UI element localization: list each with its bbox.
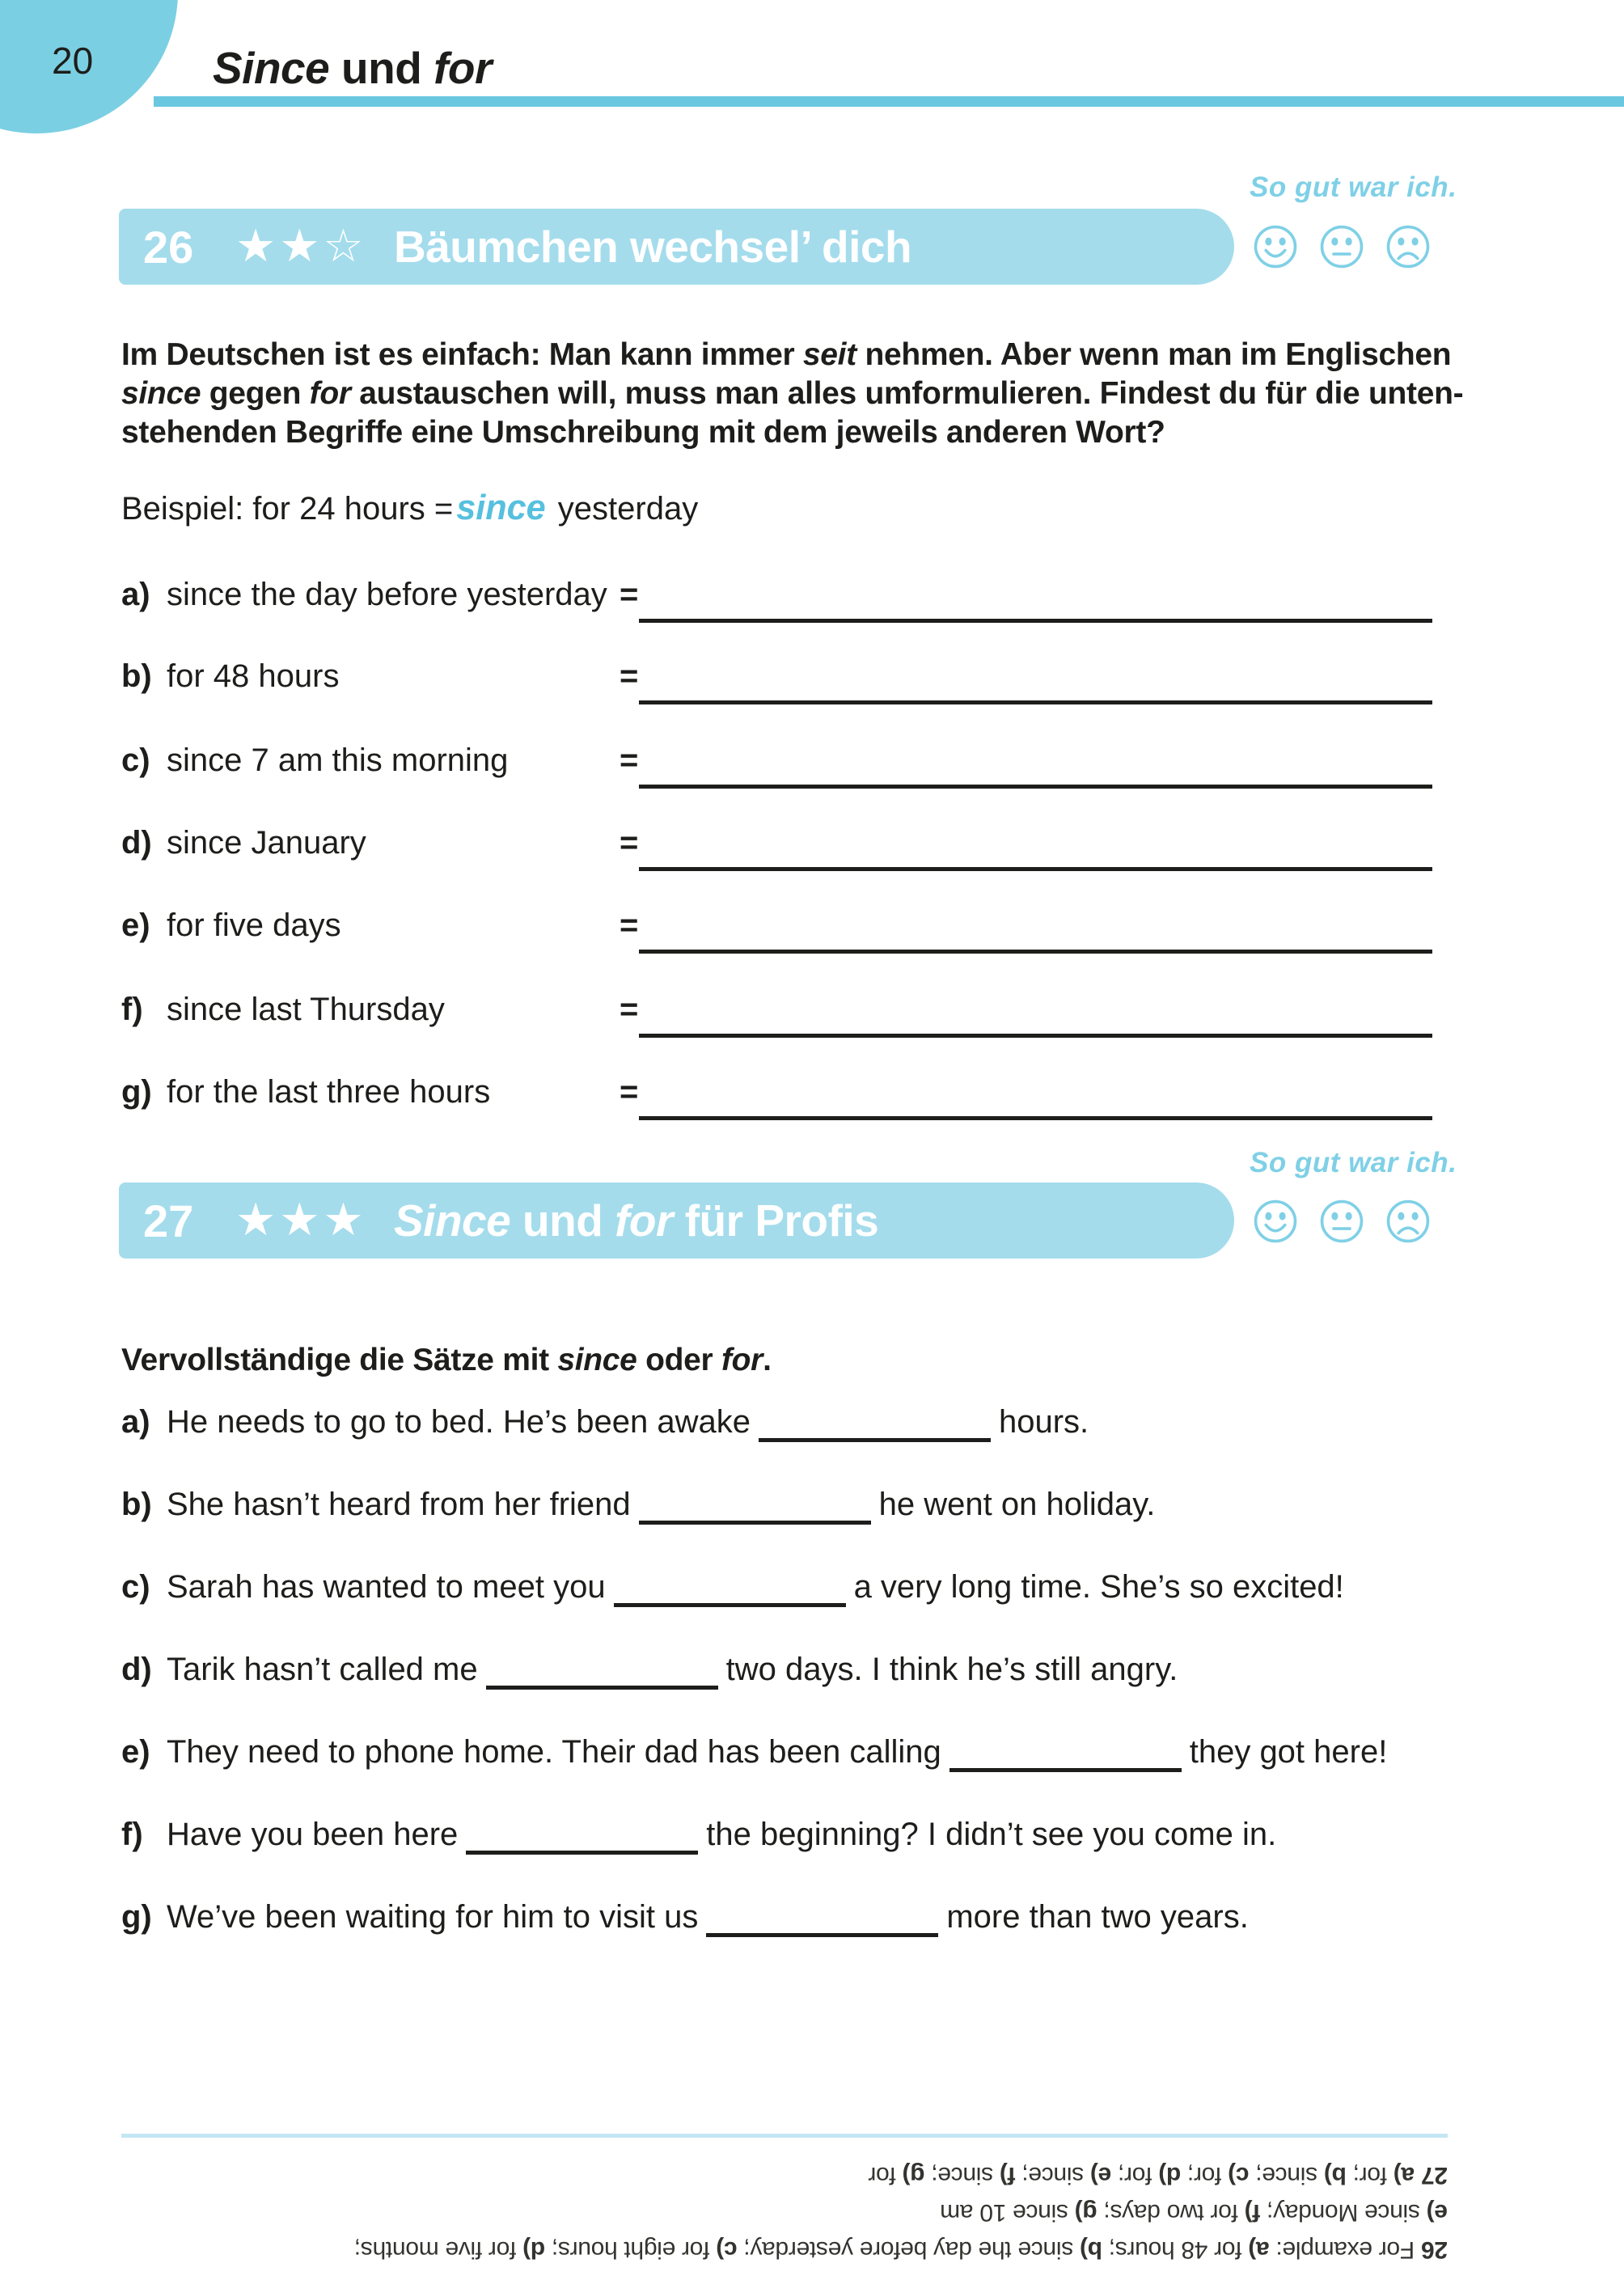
item-text-before: He needs to go to bed. He’s been awake bbox=[167, 1404, 751, 1440]
exercise-26-item-f bbox=[121, 992, 445, 1028]
item-text-after: two days. I think he’s still angry. bbox=[725, 1652, 1178, 1687]
exercise-27-item-f bbox=[121, 1817, 1276, 1855]
smiley-happy-icon[interactable] bbox=[1252, 1198, 1299, 1245]
equals-sign: = bbox=[620, 992, 639, 1027]
exercise-26-instructions bbox=[121, 336, 1463, 452]
equals-sign: = bbox=[620, 1074, 639, 1110]
answer-blank-line[interactable] bbox=[639, 1116, 1432, 1120]
item-text-after: hours. bbox=[999, 1404, 1089, 1440]
item-text-before: Sarah has wanted to meet you bbox=[167, 1569, 606, 1605]
item-label: f) bbox=[121, 992, 143, 1027]
exercise-27-item-c bbox=[121, 1569, 1344, 1607]
item-label: b) bbox=[121, 658, 152, 694]
exercise-26-item-g bbox=[121, 1074, 490, 1111]
answer-key bbox=[178, 2156, 1448, 2268]
exercise-27-item-d bbox=[121, 1652, 1178, 1690]
exercise-27-number: 27 bbox=[143, 1195, 194, 1246]
fill-in-blank[interactable] bbox=[759, 1414, 991, 1442]
footer-divider bbox=[121, 2134, 1448, 2138]
item-text-after: he went on holiday. bbox=[878, 1487, 1156, 1522]
equals-sign: = bbox=[620, 907, 639, 943]
item-text-before: We’ve been waiting for him to visit us bbox=[167, 1899, 699, 1935]
answer-key-line: 27 a) for; b) since; c) for; d) for; e) since; f) since; g) for bbox=[868, 2162, 1448, 2189]
self-rating-ex26 bbox=[1252, 223, 1432, 270]
answer-blank-line[interactable] bbox=[639, 867, 1432, 871]
item-label: e) bbox=[121, 907, 150, 943]
item-text-before: Tarik hasn’t called me bbox=[167, 1652, 478, 1687]
item-text-before: She hasn’t heard from her friend bbox=[167, 1487, 631, 1522]
item-text-after: a very long time. She’s so excited! bbox=[853, 1569, 1344, 1605]
item-text-after: the beginning? I didn’t see you come in. bbox=[706, 1817, 1277, 1852]
item-text-before: Have you been here bbox=[167, 1817, 459, 1852]
item-text: since January bbox=[167, 825, 366, 861]
exercise-26-item-c bbox=[121, 742, 508, 779]
self-rating-ex27 bbox=[1252, 1198, 1432, 1245]
rating-label-ex26: So gut war ich. bbox=[1250, 171, 1457, 203]
item-label: d) bbox=[121, 1652, 152, 1687]
instruction-line: since gegen for austauschen will, muss man alles umformulieren. Findest du für die unten- bbox=[121, 376, 1464, 411]
item-label: a) bbox=[121, 577, 150, 612]
answer-blank-line[interactable] bbox=[639, 1034, 1432, 1038]
item-label: c) bbox=[121, 742, 150, 778]
item-label: e) bbox=[121, 1734, 150, 1770]
exercise-27-item-g bbox=[121, 1899, 1249, 1937]
item-label: g) bbox=[121, 1899, 152, 1935]
answer-blank-line[interactable] bbox=[639, 619, 1432, 623]
item-label: c) bbox=[121, 1569, 150, 1605]
smiley-neutral-icon[interactable] bbox=[1318, 223, 1365, 270]
fill-in-blank[interactable] bbox=[466, 1826, 698, 1855]
exercise-27-title: Since und for für Profis bbox=[394, 1195, 879, 1246]
item-label: d) bbox=[121, 825, 152, 861]
difficulty-stars-ex26: ★★☆ bbox=[235, 220, 367, 273]
difficulty-stars-ex27: ★★★ bbox=[235, 1194, 367, 1246]
answer-blank-line[interactable] bbox=[639, 700, 1432, 704]
smiley-sad-icon[interactable] bbox=[1385, 1198, 1432, 1245]
item-text: for the last three hours bbox=[167, 1074, 491, 1110]
fill-in-blank[interactable] bbox=[949, 1744, 1182, 1772]
exercise-26-header-bar bbox=[119, 209, 1234, 285]
exercise-27-item-a bbox=[121, 1404, 1089, 1442]
fill-in-blank[interactable] bbox=[486, 1661, 718, 1690]
fill-in-blank[interactable] bbox=[614, 1579, 846, 1607]
smiley-happy-icon[interactable] bbox=[1252, 223, 1299, 270]
equals-sign: = bbox=[620, 658, 639, 694]
instruction-line: stehenden Begriffe eine Umschreibung mit dem jeweils anderen Wort? bbox=[121, 415, 1165, 450]
item-text-after: more than two years. bbox=[946, 1899, 1249, 1935]
item-text: since the day before yesterday bbox=[167, 577, 607, 612]
answer-blank-line[interactable] bbox=[639, 950, 1432, 954]
equals-sign: = bbox=[620, 742, 639, 778]
fill-in-blank[interactable] bbox=[639, 1496, 871, 1525]
answer-key-line: 26 For example: a) for 48 hours; b) since the day before yesterday; c) for eight hours; d) for five months; bbox=[354, 2236, 1448, 2263]
answer-key-line: e) since Monday; f) for two days; g) since 10 am bbox=[940, 2199, 1448, 2226]
exercise-26-item-d bbox=[121, 825, 366, 861]
item-text: since last Thursday bbox=[167, 992, 445, 1027]
item-label: f) bbox=[121, 1817, 143, 1852]
answer-blank-line[interactable] bbox=[639, 785, 1432, 789]
exercise-26-item-a bbox=[121, 577, 607, 613]
smiley-neutral-icon[interactable] bbox=[1318, 1198, 1365, 1245]
exercise-27-item-e bbox=[121, 1734, 1387, 1772]
exercise-26-item-e bbox=[121, 907, 341, 944]
header-rule bbox=[154, 96, 1624, 107]
exercise-27-item-b bbox=[121, 1487, 1155, 1525]
page-title: Since und for bbox=[213, 43, 492, 93]
item-text-after: they got here! bbox=[1189, 1734, 1388, 1770]
example-line: Beispiel: for 24 hours =since yesterday bbox=[121, 489, 699, 527]
exercise-26-item-b bbox=[121, 658, 339, 695]
exercise-27-header-bar bbox=[119, 1182, 1234, 1259]
item-text: for five days bbox=[167, 907, 341, 943]
rating-label-ex27: So gut war ich. bbox=[1250, 1147, 1457, 1178]
item-label: g) bbox=[121, 1074, 152, 1110]
exercise-26-title: Bäumchen wechsel’ dich bbox=[394, 222, 912, 272]
item-text: for 48 hours bbox=[167, 658, 340, 694]
item-label: a) bbox=[121, 1404, 150, 1440]
page-number: 20 bbox=[52, 40, 94, 82]
item-text-before: They need to phone home. Their dad has been calling bbox=[167, 1734, 941, 1770]
exercise-27-instructions: Vervollständige die Sätze mit since oder for. bbox=[121, 1343, 772, 1377]
equals-sign: = bbox=[620, 577, 639, 612]
smiley-sad-icon[interactable] bbox=[1385, 223, 1432, 270]
exercise-26-number: 26 bbox=[143, 221, 194, 273]
fill-in-blank[interactable] bbox=[706, 1909, 938, 1937]
instruction-line: Im Deutschen ist es einfach: Man kann immer seit nehmen. Aber wenn man im Englischen bbox=[121, 337, 1452, 372]
item-label: b) bbox=[121, 1487, 152, 1522]
item-text: since 7 am this morning bbox=[167, 742, 509, 778]
equals-sign: = bbox=[620, 825, 639, 861]
